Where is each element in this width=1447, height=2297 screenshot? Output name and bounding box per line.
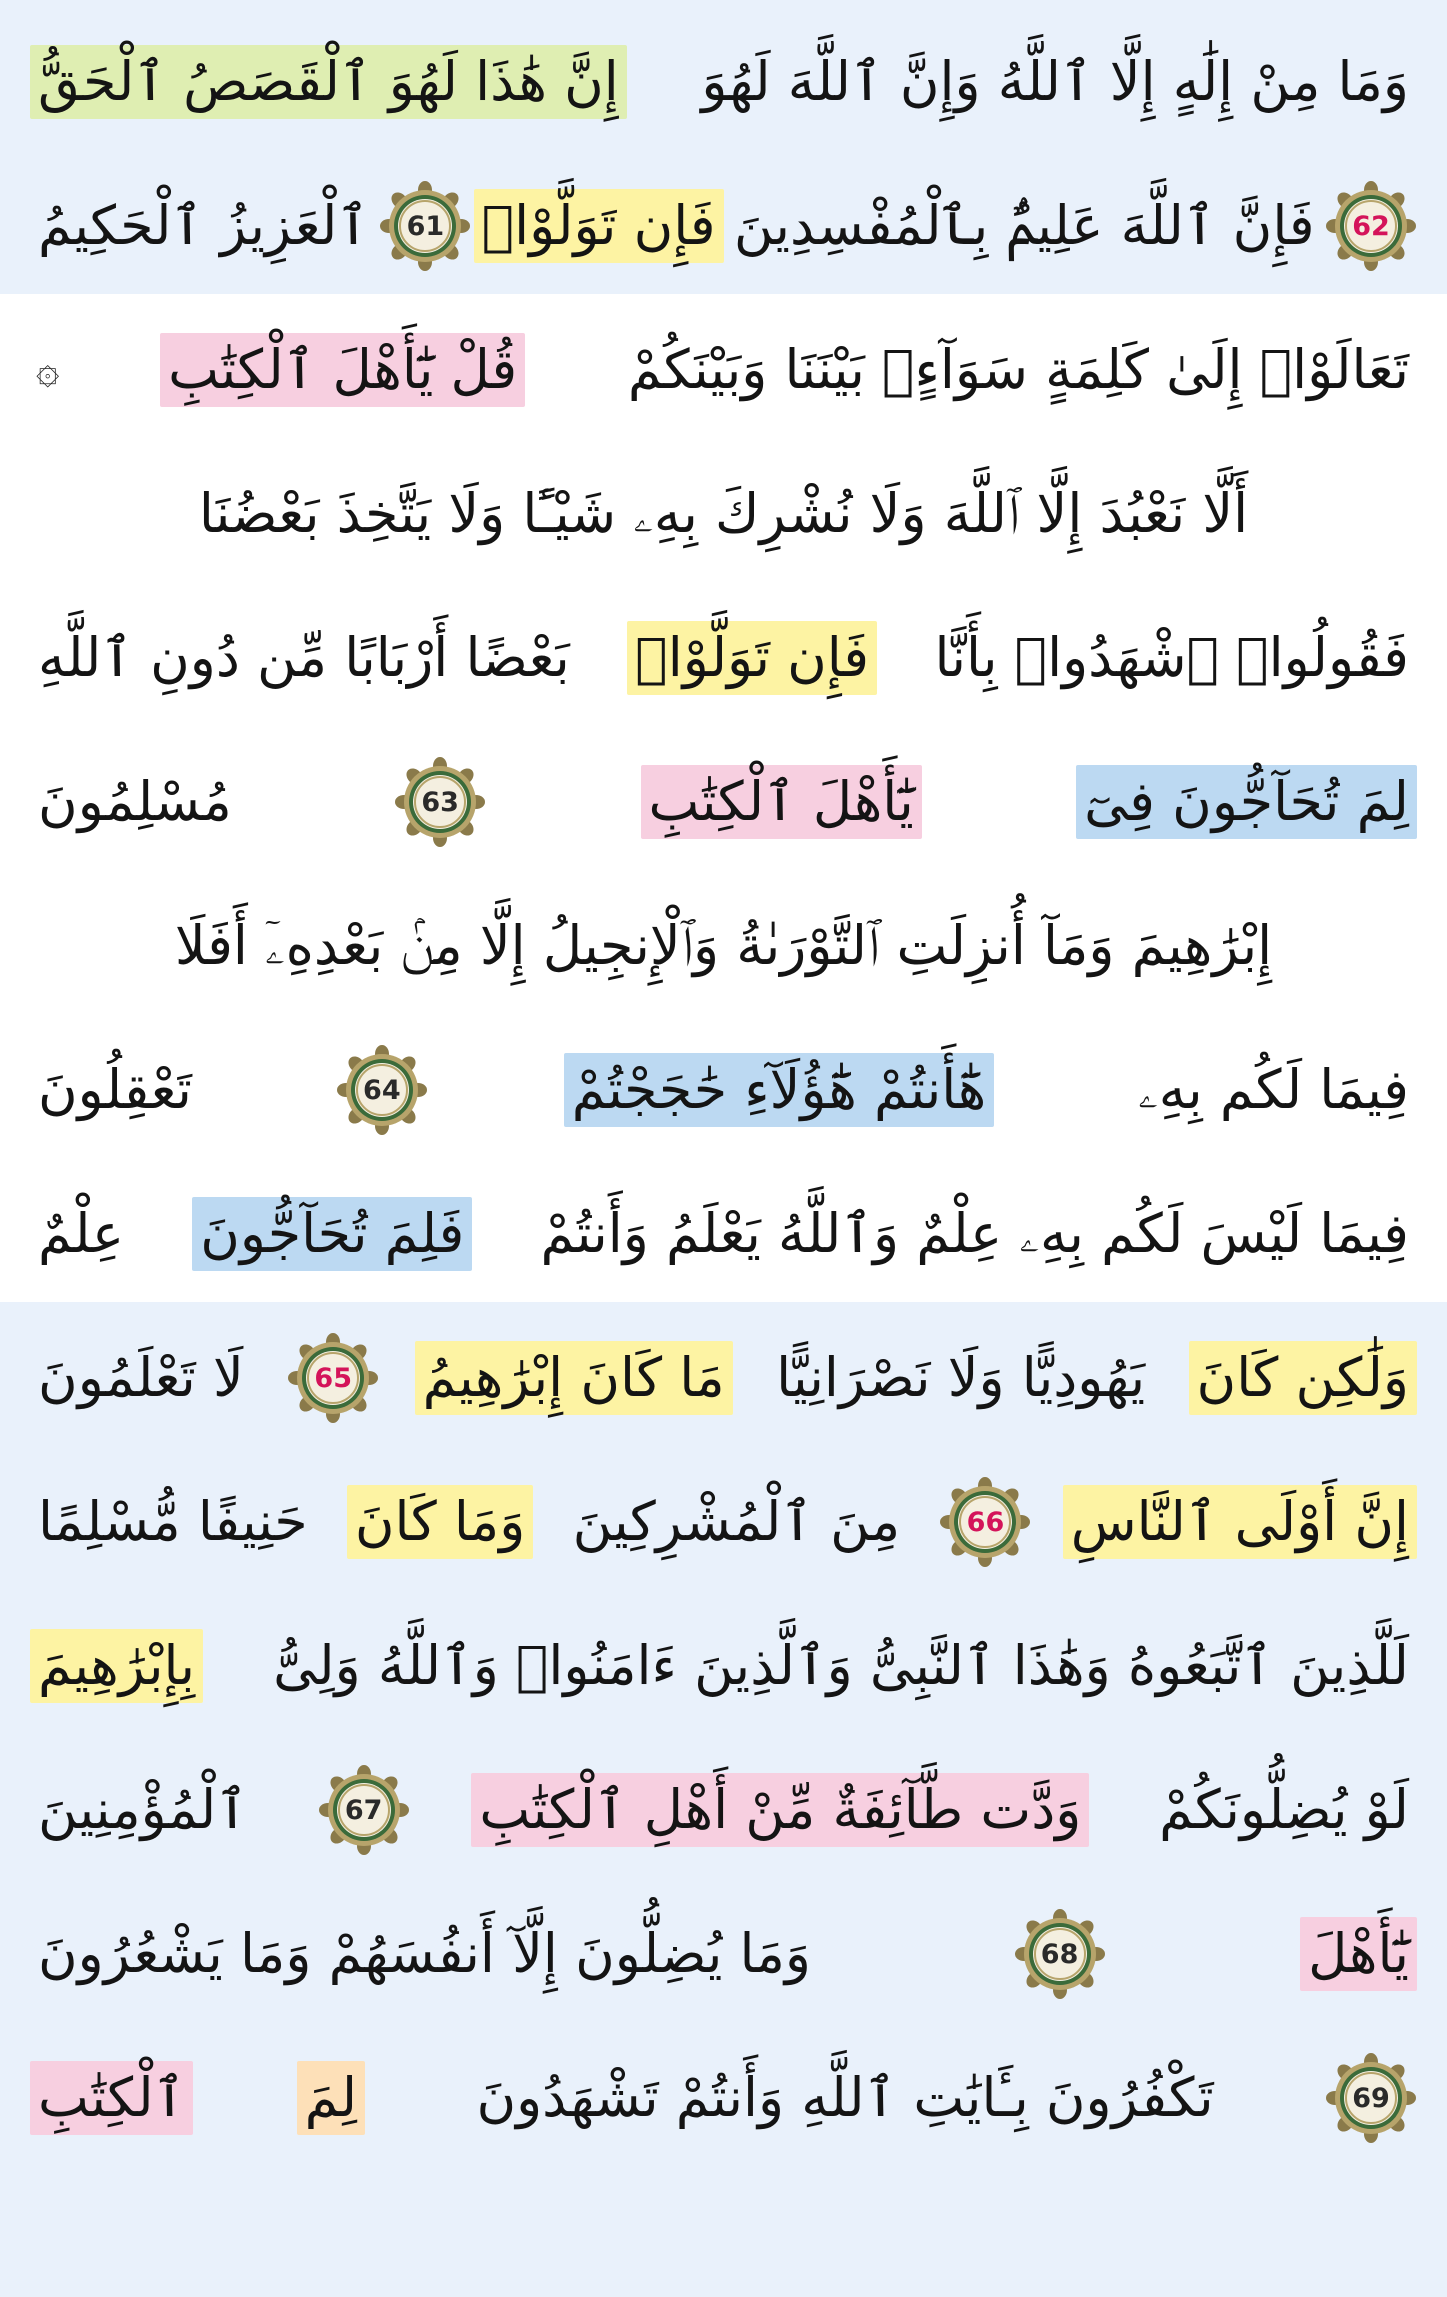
verse-text: إِبْرَٰهِيمَ وَمَآ أُنزِلَتِ ٱلتَّوْرَىٰةُ وَٱلْإِنجِيلُ إِلَّا مِنۢ بَعْدِهِۦٓ أَفَلَا — [174, 914, 1273, 977]
verse-text: يَهُودِيًّا وَلَا نَصْرَانِيًّا — [776, 1346, 1146, 1409]
verse-text: فَقُولُوا۟ ٱشْهَدُوا۟ بِأَنَّا — [934, 626, 1409, 689]
highlighted-phrase: فَلِمَ تُحَآجُّونَ — [192, 1197, 472, 1271]
verse-text: وَمَا مِنْ إِلَٰهٍ إِلَّا ٱللَّهُ وَإِنَّ ٱللَّهَ لَهُوَ — [701, 50, 1409, 113]
ayah-number: 65 — [314, 1362, 352, 1394]
highlighted-phrase: وَدَّت طَّآئِفَةٌ مِّنْ أَهْلِ ٱلْكِتَٰبِ — [471, 1773, 1089, 1847]
ayah-marker-icon — [318, 1764, 410, 1856]
highlighted-phrase: مَا كَانَ إِبْرَٰهِيمُ — [415, 1341, 733, 1415]
quran-line — [30, 586, 1417, 730]
highlighted-phrase: إِنَّ أَوْلَى ٱلنَّاسِ — [1063, 1485, 1417, 1559]
quran-line — [30, 1594, 1417, 1738]
rub-el-hizb-icon: ۞ — [36, 347, 60, 393]
highlighted-phrase: وَمَا كَانَ — [347, 1485, 533, 1559]
ayah-marker-icon — [287, 1332, 379, 1424]
verse-text: وَمَا يُضِلُّونَ إِلَّآ أَنفُسَهُمْ وَمَا يَشْعُرُونَ — [38, 1922, 811, 1985]
verse-text: لَوْ يُضِلُّونَكُمْ — [1159, 1778, 1409, 1841]
quran-line — [30, 1882, 1417, 2026]
quran-line — [30, 730, 1417, 874]
verse-text: ٱلْمُؤْمِنِينَ — [38, 1778, 248, 1841]
ayah-number: 69 — [1352, 2082, 1390, 2114]
highlighted-phrase: ٱلْكِتَٰبِ — [30, 2061, 193, 2135]
ayah-marker-icon — [336, 1044, 428, 1136]
verse-text: تَعَالَوْا۟ إِلَىٰ كَلِمَةٍ سَوَآءٍۭ بَيْنَنَا وَبَيْنَكُمْ — [627, 338, 1409, 401]
quran-line — [30, 874, 1417, 1018]
quran-line — [30, 298, 1417, 442]
verse-text: عِلْمٌ — [38, 1202, 125, 1265]
quran-line — [30, 1162, 1417, 1306]
highlighted-phrase: هَٰٓأَنتُمْ هَٰٓؤُلَآءِ حَٰجَجْتُمْ — [564, 1053, 994, 1127]
highlighted-phrase: يَٰٓأَهْلَ ٱلْكِتَٰبِ — [641, 765, 922, 839]
verse-text: لَا تَعْلَمُونَ — [38, 1346, 244, 1409]
verse-text: تَعْقِلُونَ — [38, 1058, 192, 1121]
quran-line — [30, 1450, 1417, 1594]
verse-text: بَعْضًا أَرْبَابًا مِّن دُونِ ٱللَّهِ — [38, 626, 570, 689]
highlighted-phrase: فَإِن تَوَلَّوْا۟ — [627, 621, 877, 695]
highlighted-phrase: يَٰٓأَهْلَ — [1300, 1917, 1417, 1991]
verse-text: أَلَّا نَعْبُدَ إِلَّا ٱللَّهَ وَلَا نُشْرِكَ بِهِۦ شَيْـًٔا وَلَا يَتَّخِذَ بَعْضُنَا — [198, 482, 1249, 545]
verse-text: تَكْفُرُونَ بِـَٔايَٰتِ ٱللَّهِ وَأَنتُمْ تَشْهَدُونَ — [476, 2066, 1214, 2129]
highlighted-phrase: وَلَٰكِن كَانَ — [1189, 1341, 1417, 1415]
quran-line — [30, 10, 1417, 154]
verse-text: ٱلْعَزِيزُ ٱلْحَكِيمُ — [38, 194, 369, 257]
quran-line — [30, 154, 1417, 298]
ayah-marker-icon — [394, 756, 486, 848]
ayah-marker-icon — [1014, 1908, 1106, 2000]
ayah-marker-icon — [1325, 2052, 1417, 2144]
ayah-marker-icon — [379, 180, 471, 272]
highlighted-phrase: لِمَ تُحَآجُّونَ فِىٓ — [1076, 765, 1417, 839]
quran-line — [30, 1306, 1417, 1450]
quran-line — [30, 2026, 1417, 2170]
verse-text: لَلَّذِينَ ٱتَّبَعُوهُ وَهَٰذَا ٱلنَّبِىُّ وَٱلَّذِينَ ءَامَنُوا۟ وَٱللَّهُ وَلِىُّ — [273, 1634, 1409, 1697]
highlighted-phrase: بِإِبْرَٰهِيمَ — [30, 1629, 203, 1703]
ayah-number: 64 — [363, 1074, 401, 1106]
ayah-number: 63 — [421, 786, 459, 818]
quran-line — [30, 1738, 1417, 1882]
ayah-number: 61 — [406, 210, 445, 242]
ayah-number: 67 — [344, 1794, 383, 1826]
verse-text: فِيمَا لَيْسَ لَكُم بِهِۦ عِلْمٌ وَٱللَّهُ يَعْلَمُ وَأَنتُمْ — [540, 1202, 1409, 1265]
verse-text: فِيمَا لَكُم بِهِۦ — [1138, 1058, 1409, 1121]
verse-text: مُسْلِمُونَ — [38, 770, 232, 833]
highlighted-phrase: قُلْ يَٰٓأَهْلَ ٱلْكِتَٰبِ — [160, 333, 525, 407]
verse-text: مِنَ ٱلْمُشْرِكِينَ — [572, 1490, 901, 1553]
highlighted-phrase: إِنَّ هَٰذَا لَهُوَ ٱلْقَصَصُ ٱلْحَقُّ — [30, 45, 627, 119]
ayah-marker-icon — [939, 1476, 1031, 1568]
highlighted-phrase: فَإِن تَوَلَّوْا۟ — [474, 189, 724, 263]
ayah-number: 66 — [966, 1506, 1005, 1538]
highlighted-phrase: لِمَ — [297, 2061, 365, 2135]
ayah-number: 68 — [1040, 1938, 1079, 1970]
ayah-marker-icon — [1325, 180, 1417, 272]
verse-text: فَإِنَّ ٱللَّهَ عَلِيمٌۢ بِٱلْمُفْسِدِينَ — [733, 194, 1315, 257]
verse-text: حَنِيفًا مُّسْلِمًا — [38, 1490, 308, 1553]
quran-line — [30, 442, 1417, 586]
ayah-number: 62 — [1352, 210, 1390, 242]
quran-line — [30, 1018, 1417, 1162]
